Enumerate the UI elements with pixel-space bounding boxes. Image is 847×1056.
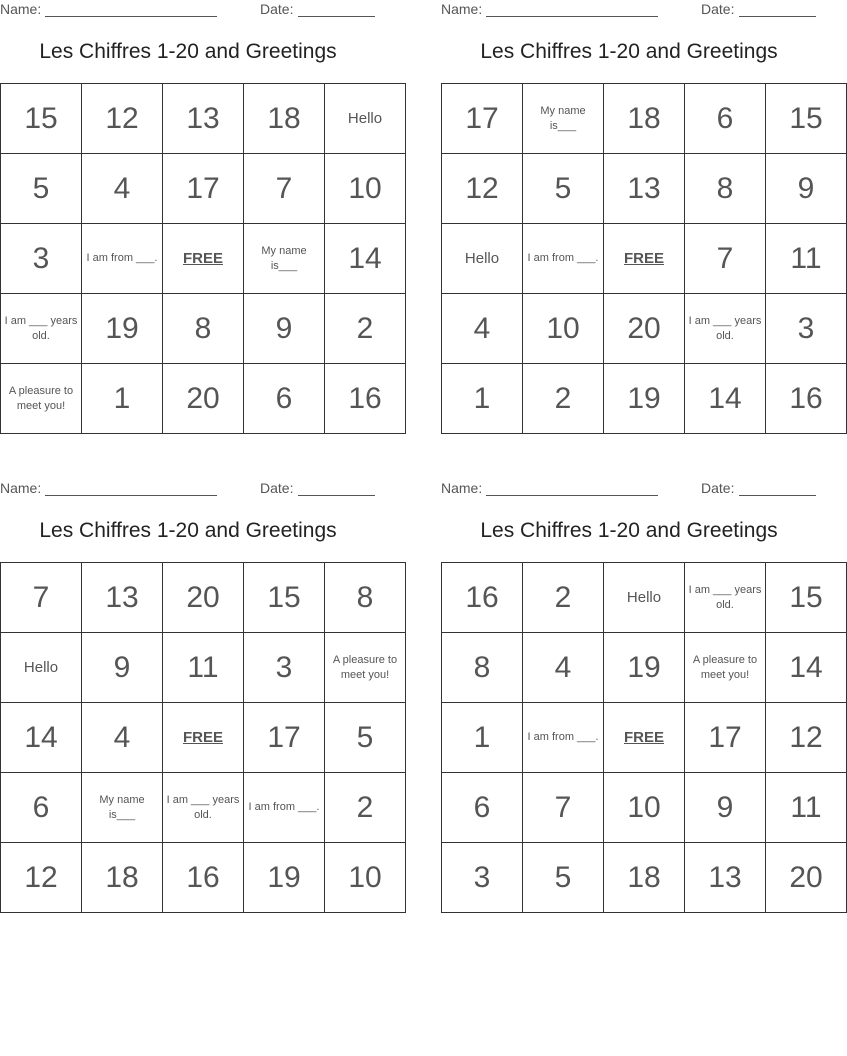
grid-cell: I am from ___. [523, 224, 604, 294]
card-title: Les Chiffres 1-20 and Greetings [480, 519, 778, 542]
grid-cell: 9 [244, 294, 325, 364]
grid-cell: 3 [442, 843, 523, 913]
name-label: Name: [0, 480, 42, 496]
grid-cell: 5 [523, 154, 604, 224]
card-title: Les Chiffres 1-20 and Greetings [39, 519, 337, 542]
grid-cell: 18 [604, 84, 685, 154]
grid-cell: 17 [163, 154, 244, 224]
grid-cell: 5 [1, 154, 82, 224]
grid-cell: I am ___ years old. [163, 773, 244, 843]
grid-cell: 12 [1, 843, 82, 913]
grid-cell: 16 [766, 364, 847, 434]
grid-cell: 17 [685, 703, 766, 773]
grid-cell: 11 [766, 773, 847, 843]
grid-cell: 4 [523, 633, 604, 703]
grid-row [1, 703, 406, 773]
grid-cell: 7 [1, 563, 82, 633]
date-blank [739, 16, 816, 17]
bingo-grid [441, 83, 847, 434]
grid-row [442, 563, 847, 633]
grid-cell: 12 [82, 84, 163, 154]
grid-cell: 13 [163, 84, 244, 154]
grid-cell: A pleasure to meet you! [1, 364, 82, 434]
grid-row [1, 84, 406, 154]
card-header [0, 1, 376, 21]
grid-row [442, 224, 847, 294]
grid-cell: 9 [766, 154, 847, 224]
grid-cell: My name is___ [523, 84, 604, 154]
grid-cell: Hello [1, 633, 82, 703]
grid-row [1, 843, 406, 913]
grid-cell: My name is___ [244, 224, 325, 294]
grid-cell: 6 [442, 773, 523, 843]
grid-cell: 4 [82, 703, 163, 773]
grid-row [442, 633, 847, 703]
grid-cell: 15 [766, 84, 847, 154]
grid-row [1, 773, 406, 843]
grid-cell: My name is___ [82, 773, 163, 843]
grid-cell: 8 [685, 154, 766, 224]
grid-row [1, 154, 406, 224]
date-blank [739, 495, 816, 496]
grid-cell: 17 [442, 84, 523, 154]
grid-row [1, 364, 406, 434]
grid-row [442, 703, 847, 773]
name-blank [45, 16, 217, 17]
grid-row [442, 843, 847, 913]
card-header [441, 1, 817, 21]
grid-cell: 5 [523, 843, 604, 913]
name-blank [486, 16, 658, 17]
grid-cell: A pleasure to meet you! [325, 633, 406, 703]
bingo-card [0, 0, 383, 440]
grid-cell: 6 [244, 364, 325, 434]
date-blank [298, 495, 375, 496]
grid-cell: I am from ___. [523, 703, 604, 773]
grid-cell: 17 [244, 703, 325, 773]
grid-cell: 20 [163, 364, 244, 434]
bingo-grid [0, 83, 406, 434]
card-title: Les Chiffres 1-20 and Greetings [480, 40, 778, 63]
grid-cell: I am from ___. [82, 224, 163, 294]
grid-cell: 8 [442, 633, 523, 703]
grid-cell: 16 [325, 364, 406, 434]
grid-cell: 18 [82, 843, 163, 913]
grid-cell: 10 [325, 843, 406, 913]
grid-row [442, 294, 847, 364]
date-label: Date: [701, 480, 735, 496]
grid-cell: 2 [325, 773, 406, 843]
grid-cell: I am ___ years old. [1, 294, 82, 364]
grid-cell: 14 [325, 224, 406, 294]
grid-cell: 16 [442, 563, 523, 633]
grid-cell: 14 [766, 633, 847, 703]
grid-cell: 7 [685, 224, 766, 294]
grid-row [442, 773, 847, 843]
grid-cell: 5 [325, 703, 406, 773]
grid-cell: 15 [766, 563, 847, 633]
name-blank [45, 495, 217, 496]
name-label: Name: [0, 1, 42, 17]
grid-cell: 3 [244, 633, 325, 703]
grid-cell: 13 [685, 843, 766, 913]
grid-row [1, 563, 406, 633]
grid-cell: 14 [1, 703, 82, 773]
grid-cell: 20 [766, 843, 847, 913]
bingo-grid [0, 562, 406, 913]
grid-cell: Hello [604, 563, 685, 633]
bingo-grid [441, 562, 847, 913]
grid-row [442, 154, 847, 224]
grid-row [1, 633, 406, 703]
grid-cell: 19 [604, 364, 685, 434]
free-space: FREE [604, 703, 685, 773]
grid-cell: 7 [523, 773, 604, 843]
grid-cell: Hello [442, 224, 523, 294]
grid-row [1, 294, 406, 364]
grid-cell: 13 [82, 563, 163, 633]
grid-cell: 20 [163, 563, 244, 633]
grid-cell: 1 [82, 364, 163, 434]
grid-cell: 4 [442, 294, 523, 364]
grid-cell: 12 [766, 703, 847, 773]
date-label: Date: [260, 480, 294, 496]
grid-cell: 9 [82, 633, 163, 703]
grid-cell: 2 [523, 563, 604, 633]
grid-cell: 11 [766, 224, 847, 294]
grid-cell: 4 [82, 154, 163, 224]
bingo-card [441, 0, 823, 440]
name-label: Name: [441, 1, 483, 17]
grid-cell: 6 [685, 84, 766, 154]
grid-cell: 2 [523, 364, 604, 434]
grid-cell: 10 [325, 154, 406, 224]
card-header [441, 480, 817, 500]
grid-cell: 20 [604, 294, 685, 364]
free-space: FREE [163, 703, 244, 773]
grid-cell: 19 [244, 843, 325, 913]
grid-cell: 13 [604, 154, 685, 224]
name-label: Name: [441, 480, 483, 496]
grid-cell: 8 [325, 563, 406, 633]
grid-cell: I am ___ years old. [685, 563, 766, 633]
card-header [0, 480, 376, 500]
grid-cell: 15 [244, 563, 325, 633]
free-space: FREE [163, 224, 244, 294]
grid-cell: 7 [244, 154, 325, 224]
grid-cell: I am from ___. [244, 773, 325, 843]
grid-cell: 19 [82, 294, 163, 364]
grid-cell: 12 [442, 154, 523, 224]
grid-row [442, 84, 847, 154]
grid-cell: I am ___ years old. [685, 294, 766, 364]
grid-cell: 10 [523, 294, 604, 364]
grid-cell: 16 [163, 843, 244, 913]
card-title: Les Chiffres 1-20 and Greetings [39, 40, 337, 63]
bingo-card [0, 479, 398, 919]
grid-cell: 6 [1, 773, 82, 843]
grid-row [1, 224, 406, 294]
date-label: Date: [260, 1, 294, 17]
grid-cell: 3 [766, 294, 847, 364]
name-blank [486, 495, 658, 496]
grid-cell: 1 [442, 703, 523, 773]
grid-cell: 11 [163, 633, 244, 703]
grid-row [442, 364, 847, 434]
grid-cell: 1 [442, 364, 523, 434]
grid-cell: 10 [604, 773, 685, 843]
grid-cell: 18 [244, 84, 325, 154]
grid-cell: 15 [1, 84, 82, 154]
grid-cell: 9 [685, 773, 766, 843]
grid-cell: A pleasure to meet you! [685, 633, 766, 703]
date-label: Date: [701, 1, 735, 17]
grid-cell: 19 [604, 633, 685, 703]
bingo-card [441, 479, 823, 919]
grid-cell: 2 [325, 294, 406, 364]
grid-cell: 14 [685, 364, 766, 434]
date-blank [298, 16, 375, 17]
grid-cell: 18 [604, 843, 685, 913]
grid-cell: Hello [325, 84, 406, 154]
free-space: FREE [604, 224, 685, 294]
grid-cell: 8 [163, 294, 244, 364]
grid-cell: 3 [1, 224, 82, 294]
